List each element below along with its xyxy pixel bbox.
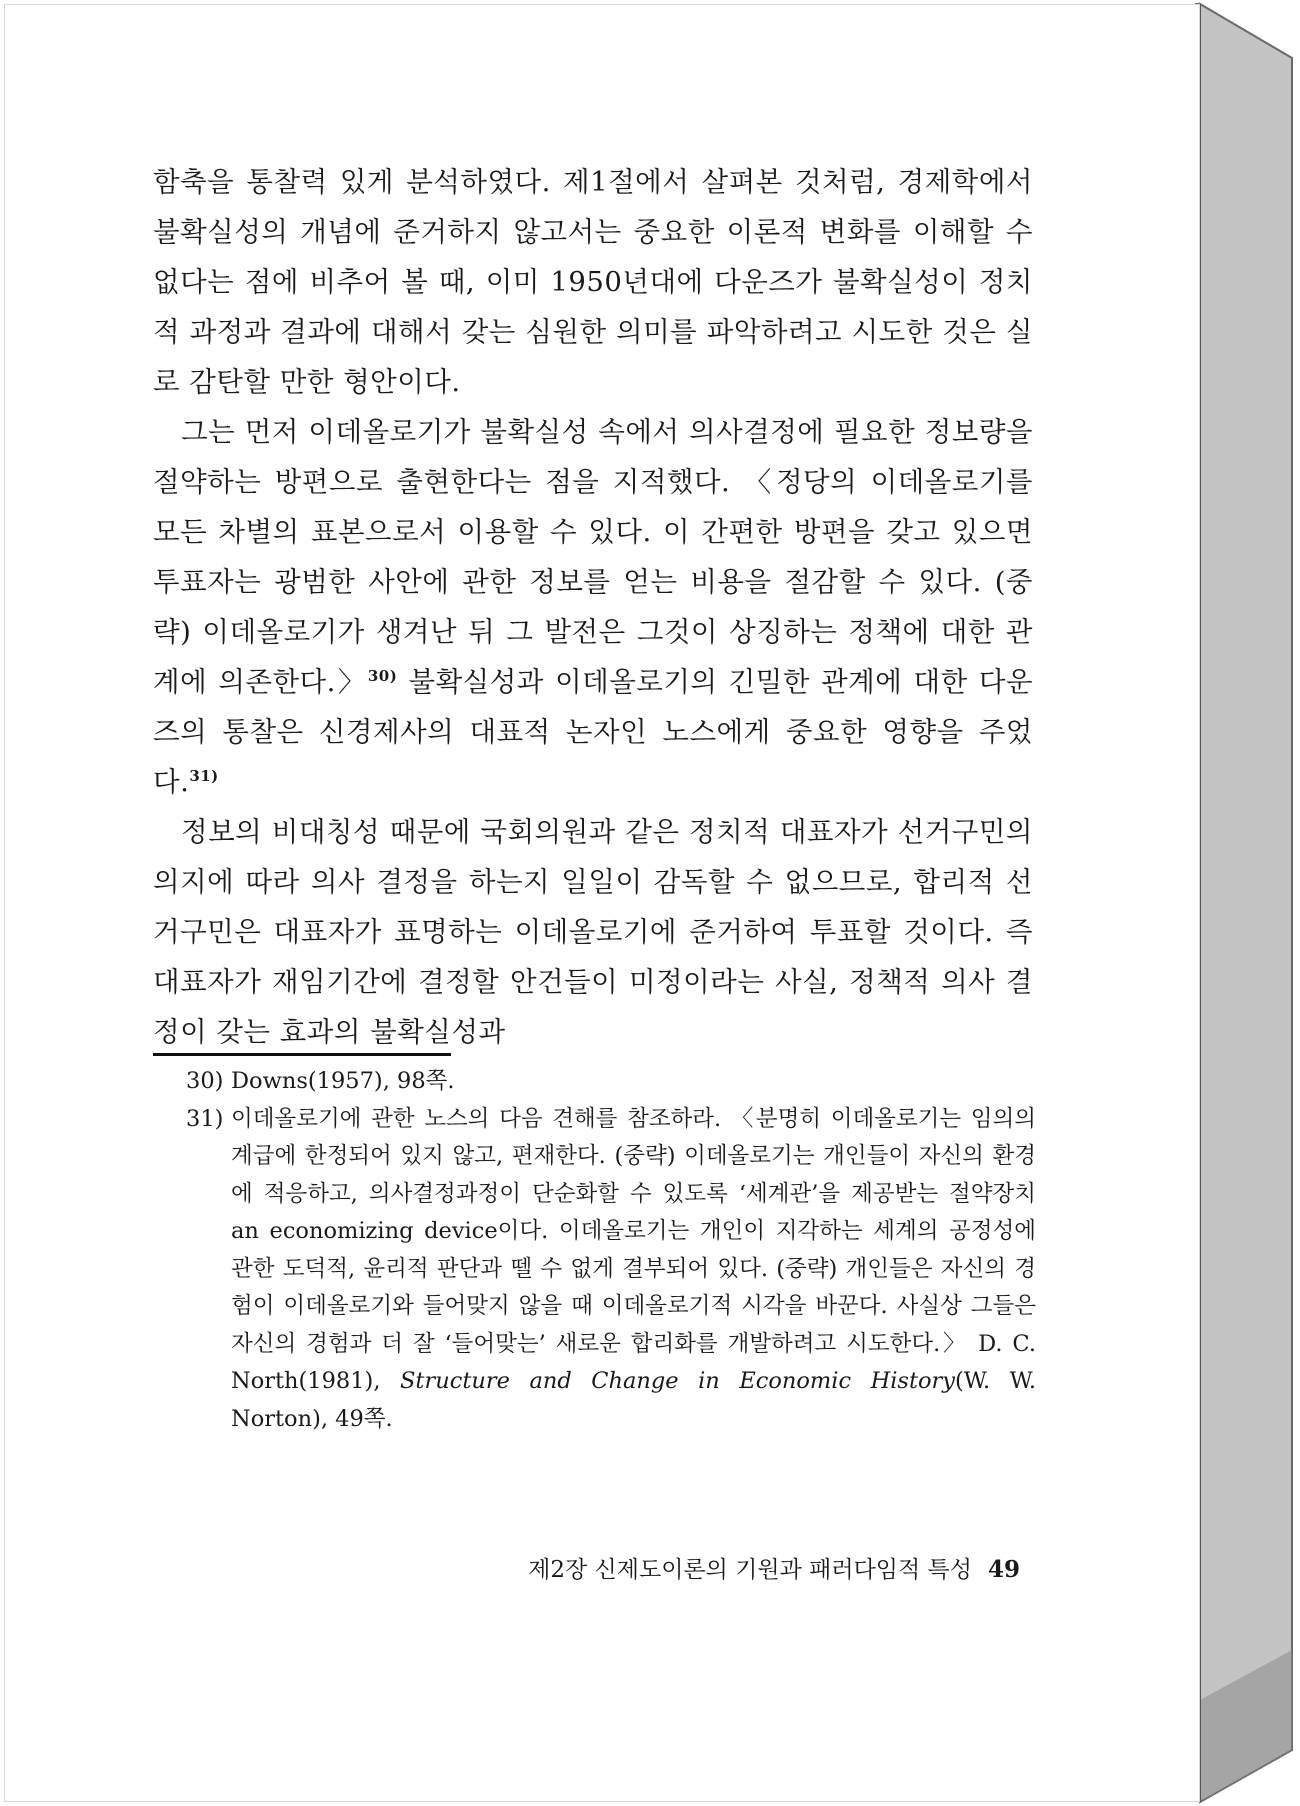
book-side-top-face: [1196, 4, 1292, 60]
paragraph-2-text-after: 불확실성과 이데올로기의 긴밀한 관계에 대한 다운즈의 통찰은 신경제사의 대표적 논자인 노스에게 중요한 영향을 주었다.: [153, 666, 1034, 798]
footnote-number: 30): [186, 1068, 224, 1094]
paragraph-3-text: 정보의 비대칭성 때문에 국회의원과 같은 정치적 대표자가 선거구민의 의지에 따라 의사 결정을 하는지 일일이 감독할 수 없으므로, 합리적 선거구민은 대표자가 표명하는 이데올로기에 준거하여 투표할 것이다. 즉 대표자가 재임기간에 결정할 안건들이 미정이라는 사실, 정책적 의사 결정이 갖는 효과의 불확실성과: [153, 816, 1033, 1048]
paragraph-2-text: 그는 먼저 이데올로기가 불확실성 속에서 의사결정에 필요한 정보량을 절약하는 방편으로 출현한다는 점을 지적했다. 〈정당의 이데올로기를 모든 차별의 표본으로서 이용할 수 있다. 이 간편한 방편을 갖고 있으면 투표자는 광범한 사안에 관한 정보를 얻는 비용을 절감할 수 있다. (중략) 이데올로기가 생겨난 뒤 그 발전은 그것이 상징하는 정책에 대한 관계에 의존한다.〉: [153, 416, 1033, 698]
book-side-shade: [1200, 1650, 1292, 1802]
footnotes: [186, 1063, 1036, 1438]
footnote-text-after: (W. W. Norton), 49쪽.: [231, 1368, 1037, 1432]
paragraph-3: [153, 807, 1033, 1057]
paragraph-1-text: 함축을 통찰력 있게 분석하였다. 제1절에서 살펴본 것처럼, 경제학에서 불확실성의 개념에 준거하지 않고서는 중요한 이론적 변화를 이해할 수 없다는 점에 비추어 볼 때, 이미 1950년대에 다운즈가 불확실성이 정치적 과정과 결과에 대해서 갖는 심원한 의미를 파악하려고 시도한 것은 실로 감탄할 만한 형안이다.: [153, 166, 1034, 398]
paragraph-1: [153, 157, 1033, 407]
footnote-text: Downs(1957), 98쪽.: [231, 1068, 455, 1094]
book-side-face: [1200, 4, 1292, 1802]
footnote-divider: [153, 1053, 451, 1056]
footnote-number: 31): [186, 1105, 224, 1132]
footnote-ref-31[interactable]: 31): [189, 766, 219, 785]
footnote-30: [186, 1063, 1036, 1101]
footnote-text: 이데올로기에 관한 노스의 다음 견해를 참조하라. 〈분명히 이데올로기는 임의의 계급에 한정되어 있지 않고, 편재한다. (중략) 이데올로기는 개인들이 자신의 환경에 적응하고, 의사결정과정이 단순화할 수 있도록 ‘세계관’을 제공받는 절약장치 an economizing device이다. 이데올로기는 개인이 지각하는 세계의 공정성에 관한 도덕적, 윤리적 판단과 뗄 수 없게 결부되어 있다. (중략) 개인들은 자신의 경험이 이데올로기와 들어맞지 않을 때 이데올로기적 시각을 바꾼다. 사실상 그들은 자신의 경험과 더 잘 ‘들어맞는’ 새로운 합리화를 개발하려고 시도한다.〉 D. C. North(1981),: [231, 1105, 1036, 1394]
paragraph-2: [153, 407, 1033, 807]
footnote-ref-30[interactable]: 30): [367, 666, 398, 685]
body-text: [153, 157, 1033, 1057]
page-number: 49: [987, 1556, 1020, 1583]
footnote-31: [186, 1101, 1036, 1439]
running-footer: [430, 1555, 1020, 1585]
chapter-title: 제2장 신제도이론의 기원과 패러다임적 특성: [528, 1557, 972, 1583]
footnote-book-title: Structure and Change in Economic History: [400, 1368, 956, 1394]
